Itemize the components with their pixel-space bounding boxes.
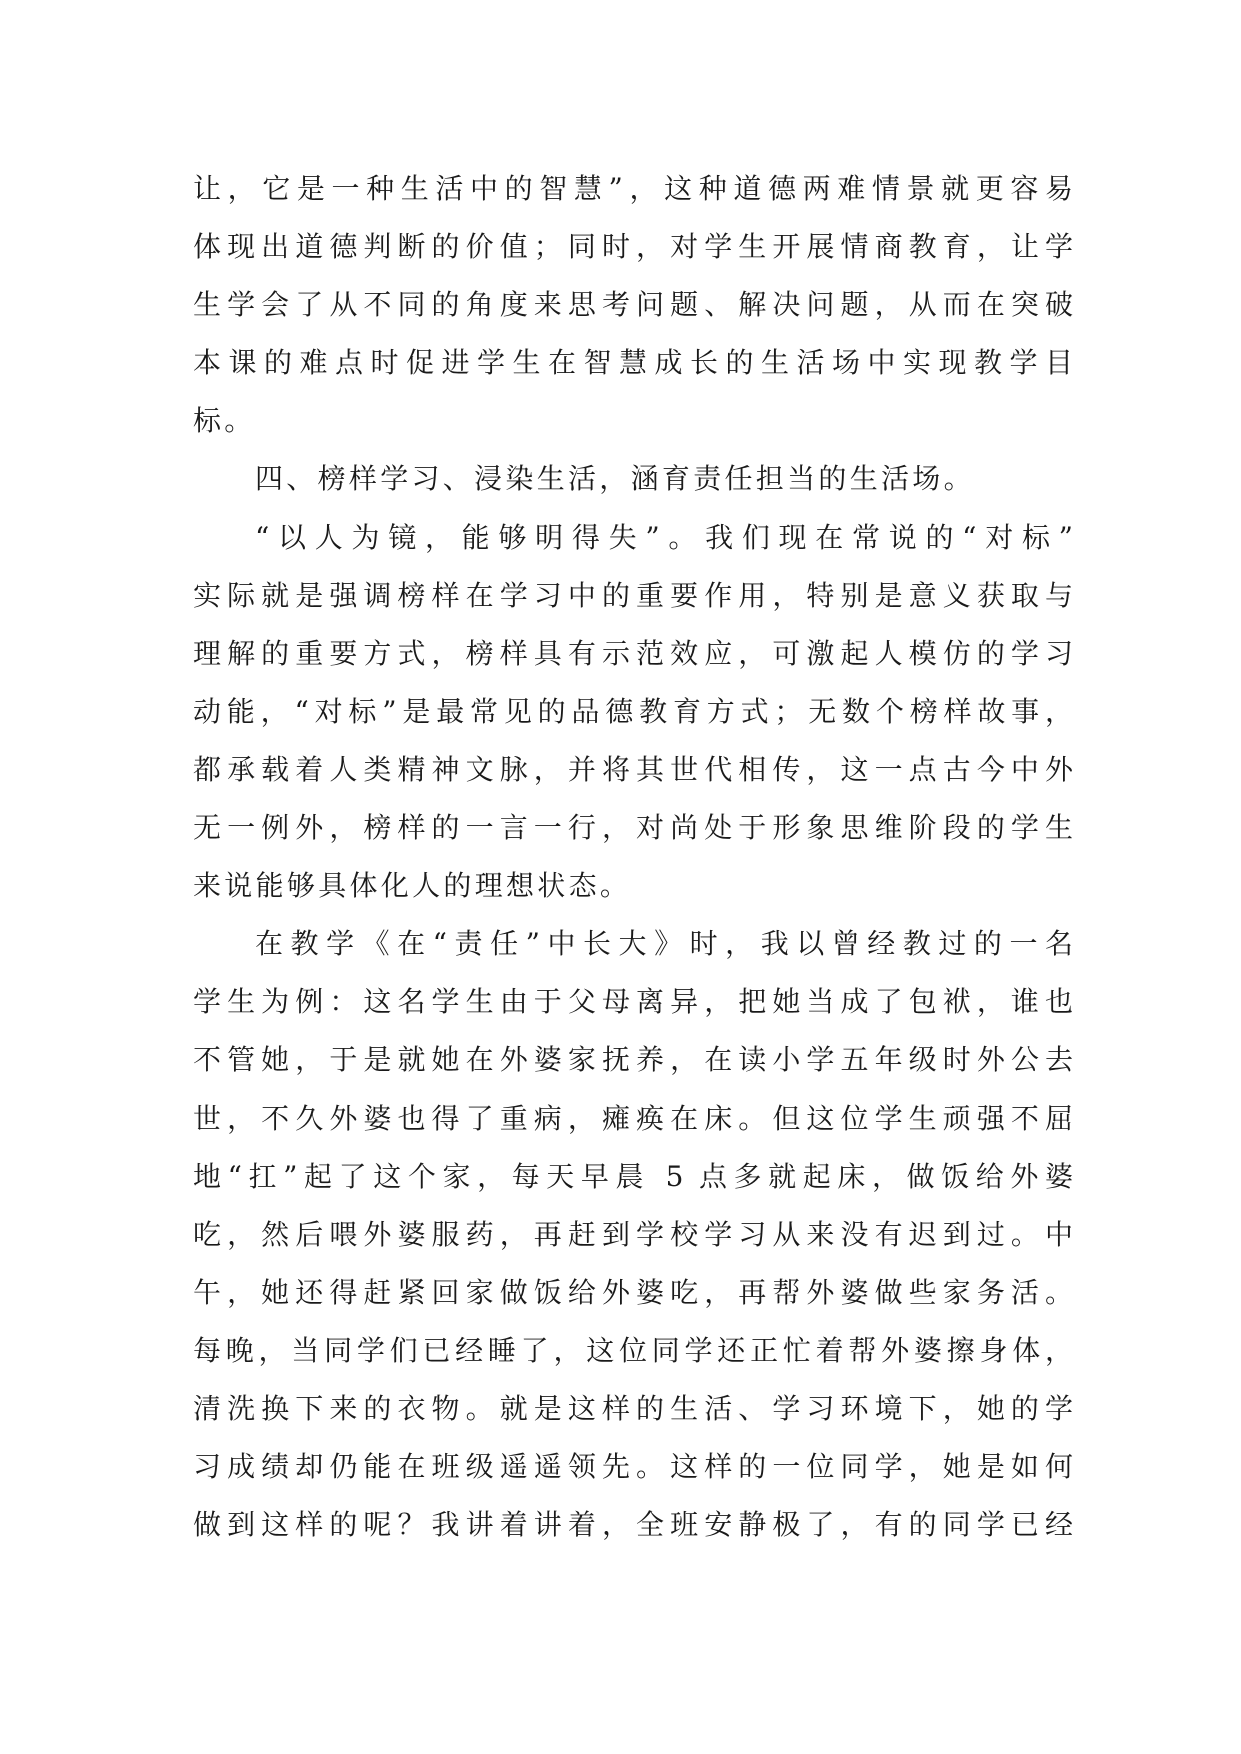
text-line: 学生为例：这名学生由于父母离异，把她当成了包袱，谁也 xyxy=(193,985,1073,1019)
text-line: 无一例外，榜样的一言一行，对尚处于形象思维阶段的学生 xyxy=(193,811,1073,845)
text-line: 来说能够具体化人的理想状态。 xyxy=(193,869,632,903)
text-line: 实际就是强调榜样在学习中的重要作用，特别是意义获取与 xyxy=(193,578,1073,612)
text-line: 理解的重要方式，榜样具有示范效应，可激起人模仿的学习 xyxy=(193,636,1073,670)
text-line: 午，她还得赶紧回家做饭给外婆吃，再帮外婆做些家务活。 xyxy=(193,1275,1073,1309)
text-line: 体现出道德判断的价值；同时，对学生开展情商教育，让学 xyxy=(193,230,1073,264)
text-line: 都承载着人类精神文脉，并将其世代相传，这一点古今中外 xyxy=(193,752,1073,786)
text-line: “以人为镜，能够明得失”。我们现在常说的“对标” xyxy=(255,520,1073,554)
text-line: 生学会了从不同的角度来思考问题、解决问题，从而在突破 xyxy=(193,288,1073,322)
text-line: 动能，“对标”是最常见的品德教育方式；无数个榜样故事， xyxy=(193,694,1073,728)
text-line: 标。 xyxy=(193,404,256,438)
text-line: 吃，然后喂外婆服药，再赶到学校学习从来没有迟到过。中 xyxy=(193,1217,1073,1251)
text-line: 习成绩却仍能在班级遥遥领先。这样的一位同学，她是如何 xyxy=(193,1450,1073,1484)
text-line: 地“扛”起了这个家，每天早晨 5 点多就起床，做饭给外婆 xyxy=(193,1159,1073,1193)
paragraph-3 xyxy=(193,915,1073,1554)
body-text xyxy=(193,160,1073,1554)
text-line: 做到这样的呢？我讲着讲着，全班安静极了，有的同学已经 xyxy=(193,1508,1073,1542)
text-line: 本课的难点时促进学生在智慧成长的生活场中实现教学目 xyxy=(193,346,1073,380)
paragraph-1 xyxy=(193,160,1073,450)
paragraph-2 xyxy=(193,509,1073,916)
text-line: 不管她，于是就她在外婆家抚养，在读小学五年级时外公去 xyxy=(193,1043,1073,1077)
text-line: 在教学《在“责任”中长大》时，我以曾经教过的一名 xyxy=(255,927,1073,961)
text-line: 清洗换下来的衣物。就是这样的生活、学习环境下，她的学 xyxy=(193,1391,1073,1425)
text-line: 让，它是一种生活中的智慧”，这种道德两难情景就更容易 xyxy=(193,172,1073,205)
section-heading: 四、榜样学习、浸染生活，涵育责任担当的生活场。 xyxy=(255,462,975,496)
section-heading-4 xyxy=(193,450,1073,508)
text-line: 每晚，当同学们已经睡了，这位同学还正忙着帮外婆擦身体， xyxy=(193,1333,1073,1367)
text-line: 世，不久外婆也得了重病，瘫痪在床。但这位学生顽强不屈 xyxy=(193,1101,1073,1135)
